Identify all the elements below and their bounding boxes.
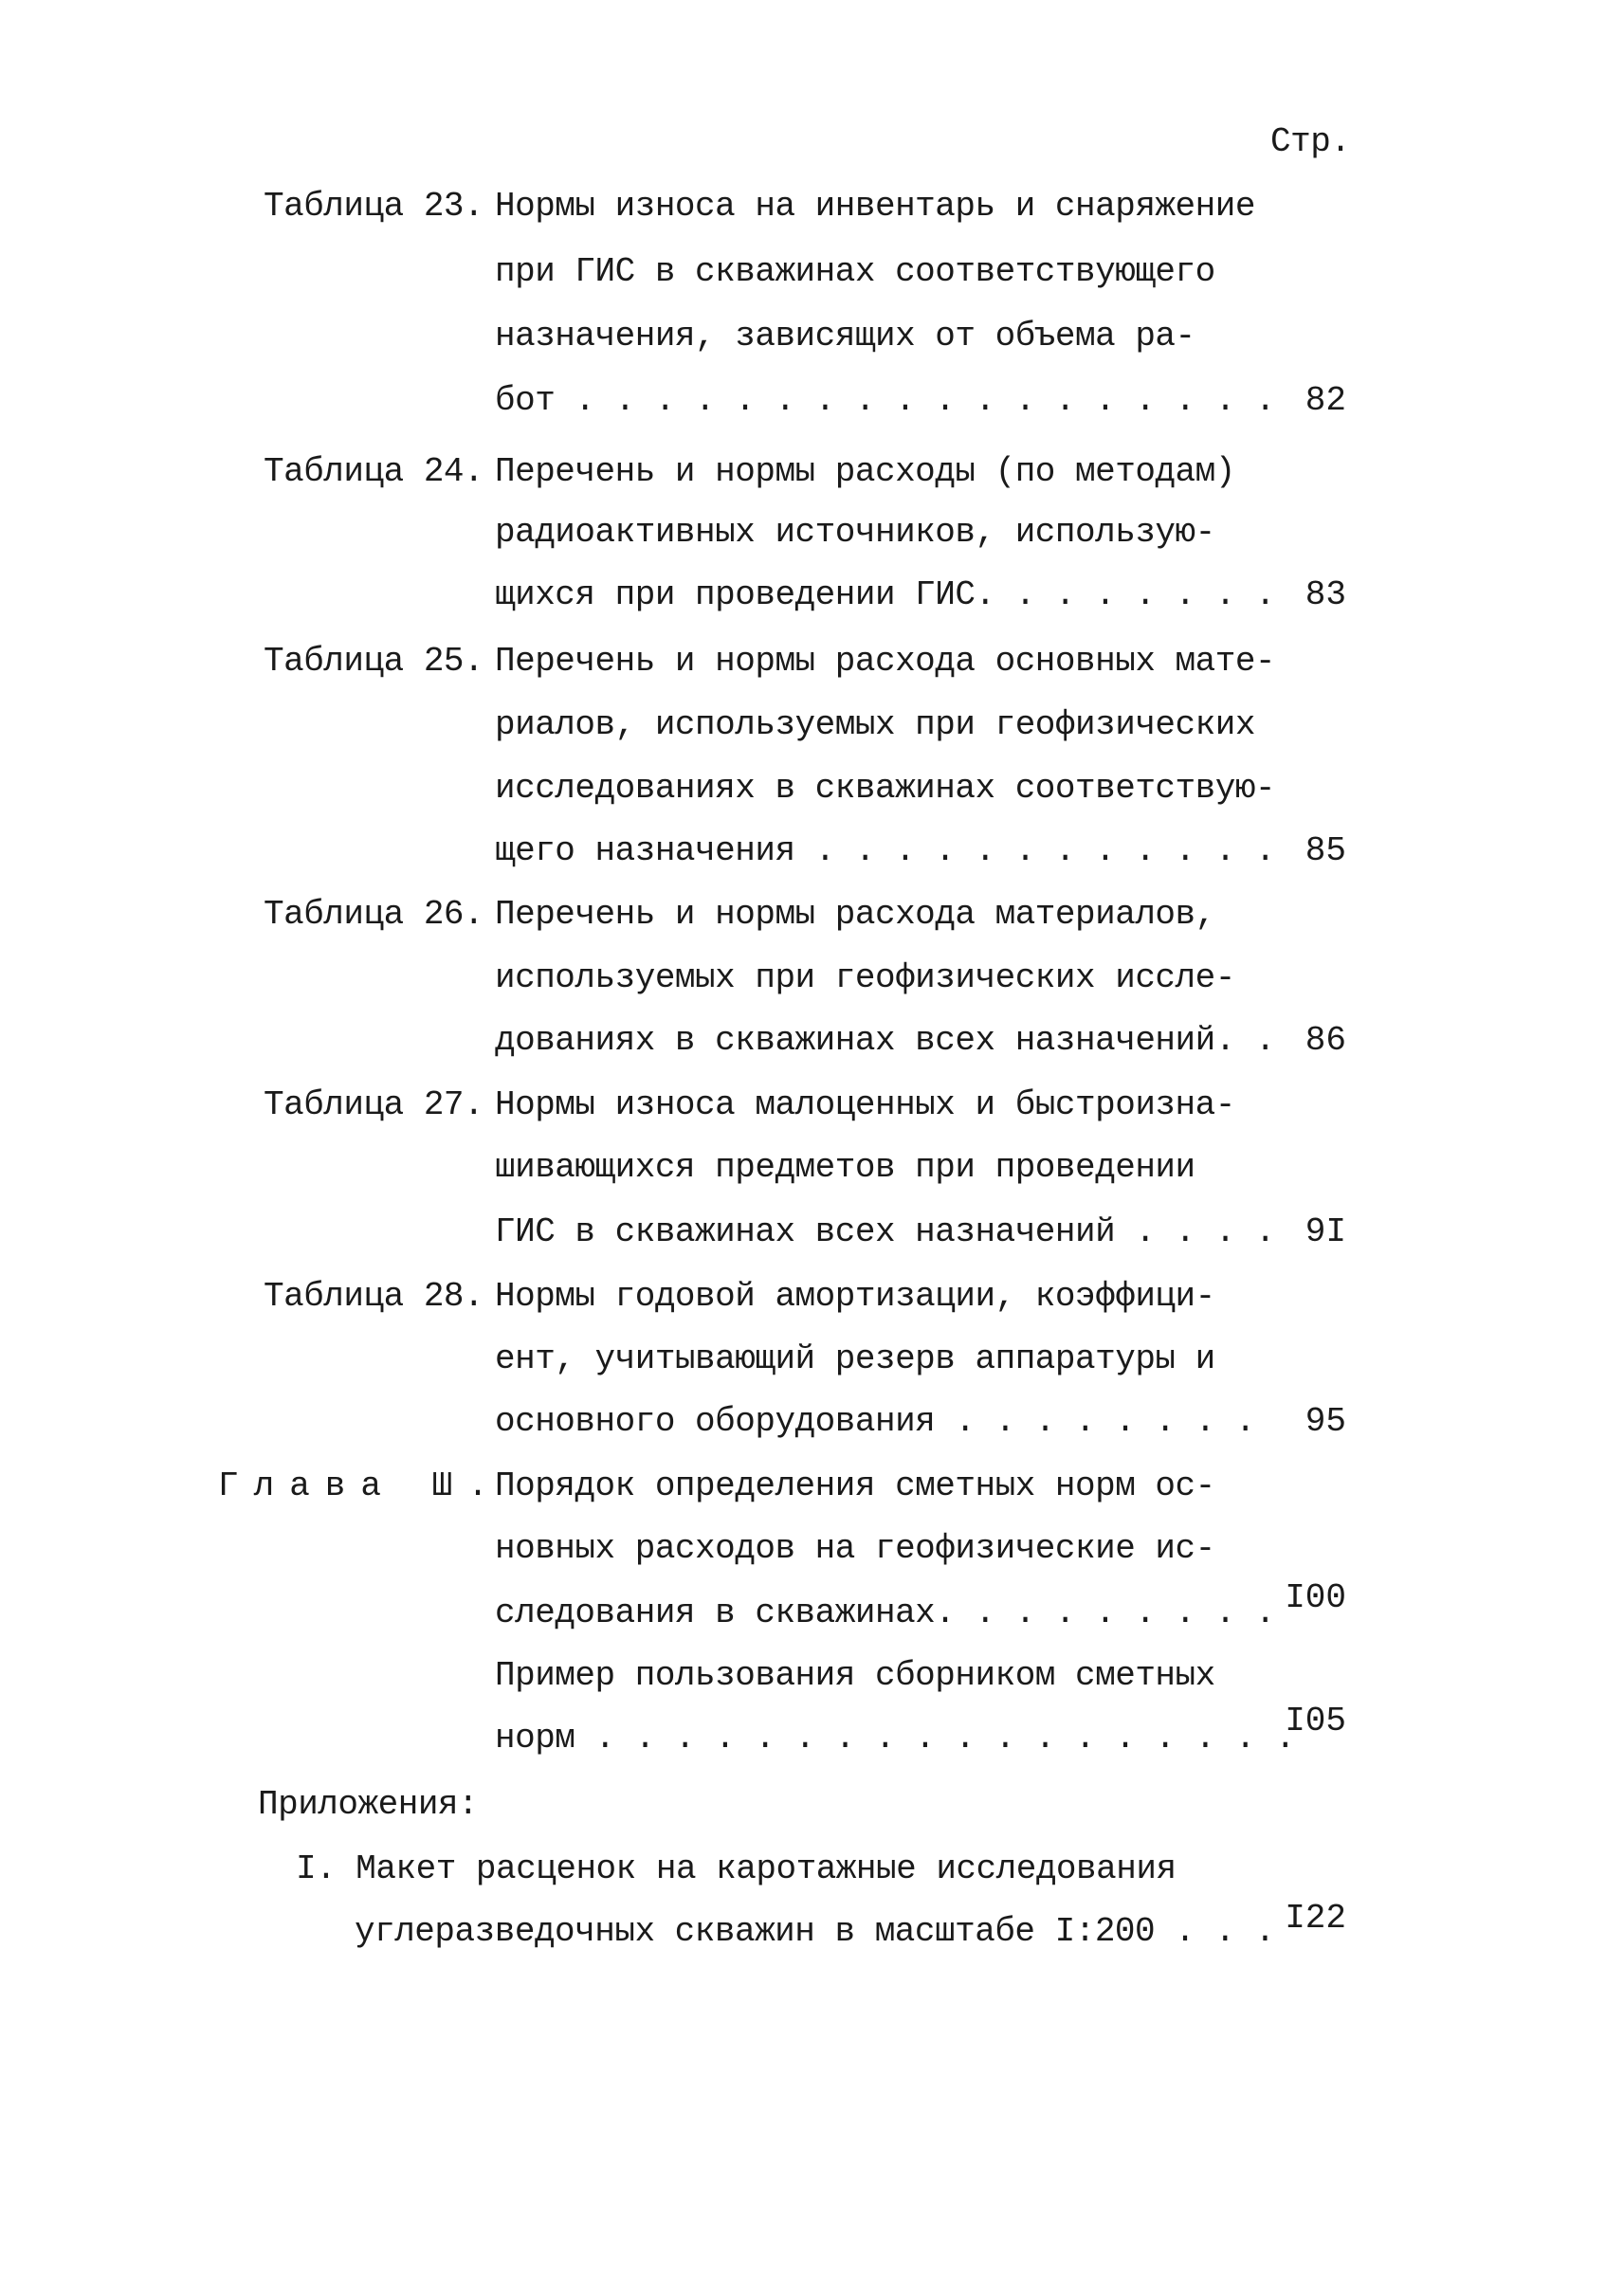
toc-entry-page: 95 <box>1305 1402 1346 1441</box>
toc-entry-label: Таблица 26. <box>264 895 484 934</box>
toc-entry-label: Таблица 28. <box>264 1277 484 1316</box>
toc-entry-line: основного оборудования . . . . . . . . <box>495 1402 1255 1441</box>
toc-entry-line: ГИС в скважинах всех назначений . . . . <box>495 1212 1276 1251</box>
toc-entry-page: I00 <box>1285 1578 1346 1617</box>
toc-entry-line: Нормы износа малоценных и быстроизна- <box>495 1085 1235 1124</box>
toc-entry-line: риалов, используемых при геофизических <box>495 705 1255 744</box>
toc-entry-page: 9I <box>1305 1212 1346 1251</box>
toc-entry-label: Таблица 25. <box>264 642 484 681</box>
appendix-item-line: I. Макет расценок на каротажные исследования <box>296 1849 1177 1888</box>
toc-entry-line: следования в скважинах. . . . . . . . . <box>495 1594 1276 1632</box>
toc-entry-line: при ГИС в скважинах соответствующего <box>495 252 1215 291</box>
toc-entry-line: Нормы годовой амортизации, коэффици- <box>495 1277 1215 1316</box>
toc-entry-label: Таблица 27. <box>264 1085 484 1124</box>
toc-entry-line: Порядок определения сметных норм ос- <box>495 1466 1215 1505</box>
toc-entry-page: 82 <box>1305 381 1346 420</box>
toc-entry-page: 83 <box>1305 575 1346 614</box>
toc-entry-line: щего назначения . . . . . . . . . . . . <box>495 831 1276 870</box>
toc-entry-line: дованиях в скважинах всех назначений. . <box>495 1021 1276 1060</box>
toc-entry-page: 86 <box>1305 1021 1346 1060</box>
toc-entry-line: бот . . . . . . . . . . . . . . . . . . <box>495 381 1276 420</box>
toc-entry-line: новных расходов на геофизические ис- <box>495 1529 1215 1568</box>
toc-entry-line: норм . . . . . . . . . . . . . . . . . . <box>495 1719 1296 1758</box>
toc-entry-line: используемых при геофизических иссле- <box>495 958 1235 997</box>
toc-entry-line: исследованиях в скважинах соответствую- <box>495 769 1276 808</box>
toc-entry-line: щихся при проведении ГИС. . . . . . . . <box>495 575 1276 614</box>
toc-entry-line: назначения, зависящих от объема ра- <box>495 317 1195 355</box>
toc-entry-page: I05 <box>1285 1702 1346 1740</box>
toc-entry-label: Таблица 24. <box>264 452 484 491</box>
toc-chapter-label: Глава Ш. <box>218 1466 503 1505</box>
appendix-heading: Приложения: <box>258 1785 479 1824</box>
appendix-item-page: I22 <box>1285 1899 1346 1938</box>
toc-entry-label: Таблица 23. <box>264 187 484 226</box>
page-column-header: Стр. <box>1270 122 1351 161</box>
appendix-item-line: углеразведочных скважин в масштабе I:200 . . . <box>355 1912 1275 1951</box>
toc-entry-line: Перечень и нормы расхода основных мате- <box>495 642 1276 681</box>
toc-entry-line: Перечень и нормы расходы (по методам) <box>495 452 1235 491</box>
toc-entry-page: 85 <box>1305 831 1346 870</box>
toc-entry-line: Пример пользования сборником сметных <box>495 1656 1215 1695</box>
toc-entry-line: шивающихся предметов при проведении <box>495 1148 1195 1187</box>
toc-entry-line: ент, учитывающий резерв аппаратуры и <box>495 1339 1215 1378</box>
toc-entry-line: Перечень и нормы расхода материалов, <box>495 895 1215 934</box>
toc-entry-line: радиоактивных источников, использую- <box>495 513 1215 552</box>
toc-entry-line: Нормы износа на инвентарь и снаряжение <box>495 187 1255 226</box>
